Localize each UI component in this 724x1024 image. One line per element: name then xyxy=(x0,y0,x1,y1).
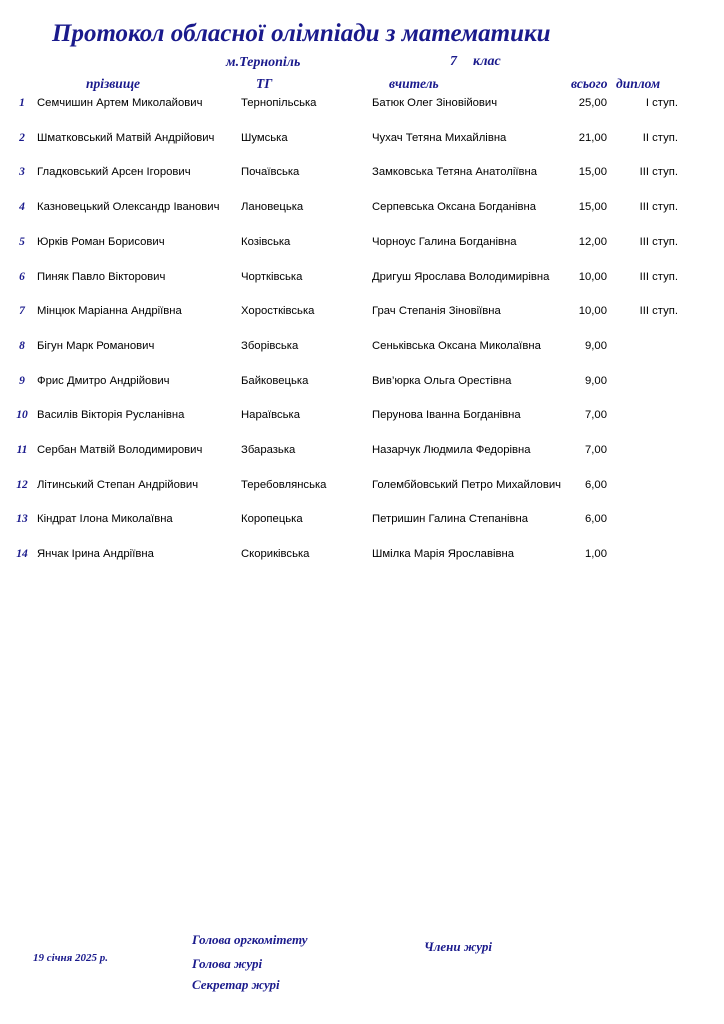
row-number: 7 xyxy=(19,305,25,318)
student-name: Янчак Ірина Андріївна xyxy=(37,548,154,561)
total-score: 10,00 xyxy=(578,270,607,283)
total-score: 9,00 xyxy=(585,339,607,352)
community-name: Нараївська xyxy=(241,409,301,422)
total-score: 7,00 xyxy=(585,409,607,422)
total-score: 15,00 xyxy=(578,201,607,214)
org-committee-head-label: Голова оргкомітету xyxy=(192,932,308,947)
jury-secretary-label: Секретар журі xyxy=(192,977,280,992)
community-name: Козівська xyxy=(241,235,291,248)
column-header-total: всього xyxy=(571,76,608,91)
jury-members-label: Члени журі xyxy=(424,939,492,954)
diploma-level: І ступ. xyxy=(645,97,678,109)
column-header-name: прізвище xyxy=(86,76,141,91)
teacher-name: Петришин Галина Степанівна xyxy=(372,513,529,526)
student-name: Шматковський Матвій Андрійович xyxy=(37,131,215,144)
community-name: Тернопільська xyxy=(241,97,317,109)
table-row xyxy=(0,543,724,567)
row-number: 13 xyxy=(16,513,28,526)
student-name: Кіндрат Ілона Миколаївна xyxy=(37,513,173,526)
jury-head-label: Голова журі xyxy=(192,956,263,971)
community-name: Почаївська xyxy=(241,166,300,179)
teacher-name: Грач Степанія Зіновіївна xyxy=(372,305,501,318)
diploma-level: ІІІ ступ. xyxy=(639,270,678,283)
row-number: 5 xyxy=(19,235,25,248)
student-name: Літинський Степан Андрійович xyxy=(37,478,199,491)
row-number: 6 xyxy=(19,270,25,283)
total-score: 15,00 xyxy=(578,166,607,179)
table-row xyxy=(0,335,724,359)
total-score: 7,00 xyxy=(585,444,607,456)
column-header-tg: ТГ xyxy=(256,76,273,91)
student-name: Казновецький Олександр Іванович xyxy=(37,201,220,214)
community-name: Теребовлянська xyxy=(241,478,327,491)
community-name: Скориківська xyxy=(241,548,310,561)
table-row xyxy=(0,370,724,394)
table-row xyxy=(0,404,724,428)
table-row xyxy=(0,161,724,185)
teacher-name: Сеньківська Оксана Миколаївна xyxy=(372,339,541,352)
table-row xyxy=(0,196,724,220)
total-score: 12,00 xyxy=(578,235,607,248)
student-name: Семчишин Артем Миколайович xyxy=(37,97,203,109)
diploma-level: ІІІ ступ. xyxy=(639,201,678,214)
total-score: 9,00 xyxy=(585,374,607,387)
city-label: м.Тернопіль xyxy=(226,55,301,70)
community-name: Шумська xyxy=(241,131,288,144)
column-header-diploma: диплом xyxy=(616,76,661,91)
student-name: Пиняк Павло Вікторович xyxy=(37,270,166,283)
teacher-name: Батюк Олег Зіновійович xyxy=(372,97,498,109)
row-number: 2 xyxy=(19,131,25,144)
student-name: Гладковський Арсен Ігорович xyxy=(37,166,191,179)
teacher-name: Перунова Іванна Богданівна xyxy=(372,409,521,422)
row-number: 10 xyxy=(16,409,28,422)
diploma-level: ІІІ ступ. xyxy=(639,235,678,248)
diploma-level: ІІІ ступ. xyxy=(639,166,678,179)
teacher-name: Чорноус Галина Богданівна xyxy=(372,235,517,248)
diploma-level: ІІ ступ. xyxy=(642,131,678,144)
protocol-date: 19 січня 2025 р. xyxy=(33,952,108,964)
row-number: 14 xyxy=(16,548,28,561)
community-name: Коропецька xyxy=(241,513,303,526)
total-score: 10,00 xyxy=(578,305,607,318)
teacher-name: Дригуш Ярослава Володимирівна xyxy=(372,270,550,283)
row-number: 3 xyxy=(19,166,25,179)
row-number: 1 xyxy=(19,97,25,109)
table-row xyxy=(0,474,724,498)
student-name: Мінцюк Маріанна Андріївна xyxy=(37,305,182,318)
teacher-name: Серпевська Оксана Богданівна xyxy=(372,201,537,214)
teacher-name: Шмілка Марія Ярославівна xyxy=(372,548,514,561)
row-number: 9 xyxy=(19,374,25,387)
table-row xyxy=(0,439,724,463)
grade-number: 7 xyxy=(450,54,457,69)
student-name: Фрис Дмитро Андрійович xyxy=(37,374,170,387)
class-label: клас xyxy=(473,54,501,69)
total-score: 25,00 xyxy=(578,97,607,109)
page-title: Протокол обласної олімпіади з математики xyxy=(52,20,551,47)
row-number: 11 xyxy=(16,444,28,456)
community-name: Зборівська xyxy=(241,339,299,352)
teacher-name: Голембйовський Петро Михайлович xyxy=(372,478,562,491)
row-number: 4 xyxy=(19,201,25,214)
total-score: 6,00 xyxy=(585,513,607,526)
table-row xyxy=(0,508,724,532)
total-score: 6,00 xyxy=(585,478,607,491)
table-row xyxy=(0,92,724,116)
student-name: Юрків Роман Борисович xyxy=(37,235,165,248)
community-name: Збаразька xyxy=(241,444,296,456)
student-name: Василів Вікторія Русланівна xyxy=(37,409,185,422)
community-name: Лановецька xyxy=(241,201,304,214)
student-name: Сербан Матвій Володимирович xyxy=(37,444,203,456)
diploma-level: ІІІ ступ. xyxy=(639,305,678,318)
row-number: 8 xyxy=(19,339,25,352)
teacher-name: Замковська Тетяна Анатоліївна xyxy=(372,166,538,179)
community-name: Чортківська xyxy=(241,270,303,283)
community-name: Байковецька xyxy=(241,374,309,387)
table-row xyxy=(0,300,724,324)
total-score: 1,00 xyxy=(585,548,607,561)
table-row xyxy=(0,127,724,151)
student-name: Бігун Марк Романович xyxy=(37,339,155,352)
community-name: Хоростківська xyxy=(241,305,315,318)
table-row xyxy=(0,231,724,255)
row-number: 12 xyxy=(16,478,28,491)
column-header-teacher: вчитель xyxy=(389,76,439,91)
total-score: 21,00 xyxy=(578,131,607,144)
teacher-name: Чухач Тетяна Михайлівна xyxy=(372,131,507,144)
teacher-name: Назарчук Людмила Федорівна xyxy=(372,444,531,456)
teacher-name: Вив’юрка Ольга Орестівна xyxy=(372,374,512,387)
table-row xyxy=(0,266,724,290)
